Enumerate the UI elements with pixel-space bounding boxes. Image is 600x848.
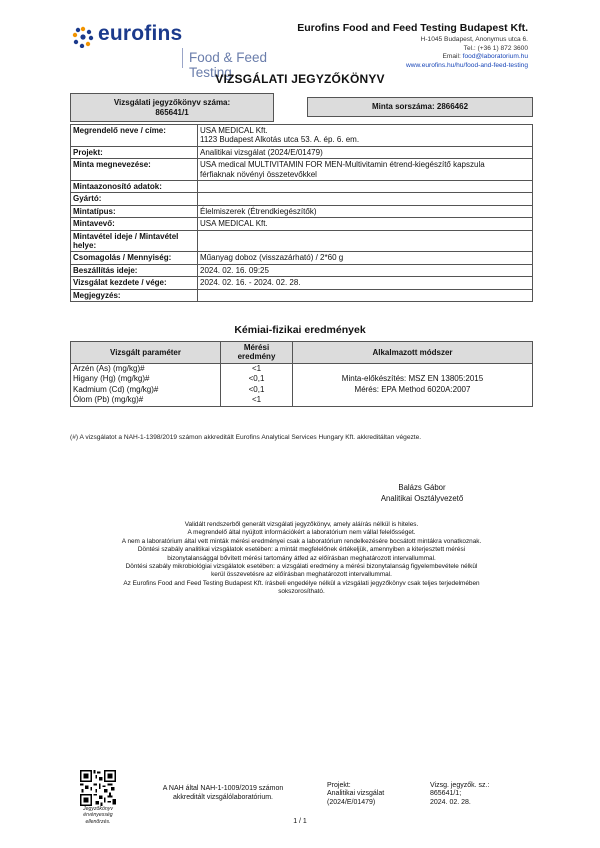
results-section-title: Kémiai-fizikai eredmények — [234, 324, 366, 336]
signer-role: Analitikai Osztályvezető — [380, 494, 464, 503]
info-value: 2024. 02. 16. - 2024. 02. 28. — [198, 277, 533, 289]
info-value — [198, 159, 533, 181]
report-number-value: 865641/1 — [155, 107, 189, 117]
info-label-line: Mintavétel ideje / Mintavétel — [73, 231, 179, 241]
disclaimer-line: kerül összevetésre az előírásban meghatározott intervallummal. — [211, 571, 392, 579]
logo-wordmark: eurofins — [98, 22, 183, 45]
result-value: <0,1 — [221, 374, 293, 385]
info-label: Beszállítás ideje: — [71, 264, 198, 276]
footer-accreditation-line: A NAH által NAH-1-1009/2019 számon — [162, 785, 284, 792]
info-label: Projekt: — [71, 146, 198, 158]
disclaimer-line: A nem a laboratórium által vett minták mérési eredményei csak a laboratórium rendelkezésére bocsátott mintákra vonatkoznak. — [121, 537, 482, 545]
col-header-method: Alkalmazott módszer — [293, 342, 533, 364]
table-row — [71, 230, 533, 252]
method-line: Minta-előkészítés: MSZ EN 13805:2015 — [341, 374, 484, 384]
logo-subtitle: Food & Feed Testing — [189, 50, 268, 80]
page-number: 1 / 1 — [293, 818, 307, 825]
email-label: Email: — [442, 53, 461, 61]
info-label — [71, 230, 198, 252]
result-value: <1 — [221, 395, 293, 406]
report-number-label: Vizsgálati jegyzőkönyv száma: — [113, 98, 231, 107]
table-row — [71, 277, 533, 289]
footer-project — [327, 782, 384, 807]
company-phone: Tel.: (+36 1) 872 3600 — [463, 44, 528, 52]
eurofins-logo — [72, 22, 302, 80]
info-label-line: helye: — [73, 241, 97, 251]
signer-name: Balázs Gábor — [398, 483, 446, 492]
table-row — [71, 146, 533, 158]
footer-project-line: Projekt: — [327, 782, 351, 789]
disclaimer-line: Döntési szabály analitikai vizsgálatok esetében: a mintát megfelelőnek értékeljük, amennyiben a kiterjesztett mérési — [137, 546, 466, 554]
eurofins-dots-icon — [72, 26, 94, 48]
result-parameter: Arzén (As) (mg/kg)# — [71, 363, 221, 374]
info-label: Minta megnevezése: — [71, 159, 198, 181]
company-address: H-1045 Budapest, Anonymus utca 6. — [420, 36, 528, 43]
info-value-line: 1123 Budapest Alkotás utca 53. A. ép. 6. em. — [200, 135, 360, 145]
info-value-line: férfiaknak növényi összetevőkkel — [200, 169, 317, 179]
info-value — [198, 181, 533, 193]
footer-report-ref — [430, 782, 489, 807]
footer-report-line: 2024. 02. 28. — [430, 798, 471, 806]
result-parameter: Higany (Hg) (mg/kg)# — [71, 374, 221, 385]
footer-report-line: 865641/1; — [430, 790, 462, 798]
info-label: Megjegyzés: — [71, 289, 198, 301]
qr-caption-line: Jegyzőkönyv — [83, 806, 113, 812]
info-label: Mintavevő: — [71, 218, 198, 230]
disclaimer — [70, 521, 533, 597]
table-row — [71, 264, 533, 276]
result-parameter: Ólom (Pb) (mg/kg)# — [71, 395, 221, 406]
accreditation-note: (#) A vizsgálatot a NAH-1-1398/2019 számon akkreditált Eurofins Analytical Services Hungary Kft. akkreditáltan végezte. — [70, 434, 422, 441]
col-header-result-line: Mérési — [243, 343, 270, 352]
footer-project-line: Analitikai vizsgálat — [327, 790, 385, 798]
table-row — [71, 218, 533, 230]
report-number-box — [70, 93, 274, 122]
result-parameter: Kadmium (Cd) (mg/kg)# — [71, 385, 221, 396]
qr-caption-line: érvényesség — [83, 812, 113, 819]
result-method — [293, 363, 533, 406]
table-header-row — [71, 342, 533, 364]
company-email-line — [297, 53, 528, 62]
footer-report-line: Vizsg. jegyzők. sz.: — [430, 782, 490, 789]
info-value: Műanyag doboz (visszazárható) / 2*60 g — [198, 252, 533, 264]
disclaimer-line: Validált rendszerből generált vizsgálati jegyzőkönyv, amely aláírás nélkül is hiteles. — [184, 521, 419, 528]
result-value: <0,1 — [221, 385, 293, 396]
col-header-result — [221, 342, 293, 364]
info-value — [198, 230, 533, 252]
disclaimer-line: A megrendelő által nyújtott információkért a laboratórium nem vállal felelősséget. — [187, 529, 416, 537]
info-label: Mintatípus: — [71, 205, 198, 217]
qr-caption-line: ellenőrzés. — [85, 818, 111, 825]
info-label: Mintaazonosító adatok: — [71, 181, 198, 193]
qr-code-icon[interactable] — [80, 770, 116, 806]
info-value: Élelmiszerek (Étrendkiegészítők) — [198, 205, 533, 217]
table-row — [71, 125, 533, 147]
disclaimer-line: sokszorosítható. — [278, 588, 325, 596]
info-value: 2024. 02. 16. 09:25 — [198, 264, 533, 276]
disclaimer-line: Az Eurofins Food and Feed Testing Budapest Kft. írásbeli engedélye nélkül a vizsgálati jegyzőkönyv csak teljes terjedelmében — [123, 579, 480, 587]
method-line: Mérés: EPA Method 6020A:2007 — [354, 384, 471, 394]
footer-accreditation-line: akkreditált vizsgálólaboratórium. — [173, 793, 273, 801]
sample-info-table — [70, 124, 533, 302]
table-row — [71, 159, 533, 181]
info-label: Megrendelő neve / címe: — [71, 125, 198, 147]
company-info — [297, 22, 528, 70]
signature-block — [362, 482, 482, 504]
website-link[interactable]: www.eurofins.hu/hu/food-and-feed-testing — [405, 61, 528, 69]
table-row — [71, 252, 533, 264]
table-row — [71, 181, 533, 193]
col-header-parameter: Vizsgált paraméter — [71, 342, 221, 364]
table-row — [71, 289, 533, 301]
info-value-line: USA medical MULTIVITAMIN FOR MEN-Multivitamin étrend-kiegészítő kapszula — [200, 160, 485, 170]
disclaimer-line: bizonytalansággal bővített mérési tartomány átfed az előírásban meghatározott intervallummal. — [167, 554, 436, 562]
email-link[interactable]: food@laboratorium.hu — [462, 53, 528, 61]
sample-serial-box: Minta sorszáma: 2866462 — [307, 97, 533, 117]
footer-project-line: (2024/E/01479) — [327, 798, 376, 806]
info-label: Csomagolás / Mennyiség: — [71, 252, 198, 264]
logo-divider — [182, 48, 183, 68]
info-value — [198, 289, 533, 301]
footer-accreditation — [148, 785, 298, 802]
result-value: <1 — [221, 363, 293, 374]
company-name: Eurofins Food and Feed Testing Budapest Kft. — [297, 22, 528, 34]
results-table — [70, 341, 533, 407]
info-value: Analitikai vizsgálat (2024/E/01479) — [198, 146, 533, 158]
table-row — [71, 205, 533, 217]
disclaimer-line: Döntési szabály mikrobiológiai vizsgálatok esetében: a vizsgálati eredmény a mérési bizonytalanság figyelembevétele nélkül — [125, 563, 478, 571]
info-value — [198, 193, 533, 205]
table-row — [71, 193, 533, 205]
info-value — [198, 125, 533, 147]
info-value: USA MEDICAL Kft. — [198, 218, 533, 230]
info-label: Gyártó: — [71, 193, 198, 205]
table-row — [71, 363, 533, 374]
info-label: Vizsgálat kezdete / vége: — [71, 277, 198, 289]
info-value-line: USA MEDICAL Kft. — [200, 126, 268, 135]
document-title: VIZSGÁLATI JEGYZŐKÖNYV — [215, 72, 385, 86]
col-header-result-line: eredmény — [237, 352, 276, 362]
